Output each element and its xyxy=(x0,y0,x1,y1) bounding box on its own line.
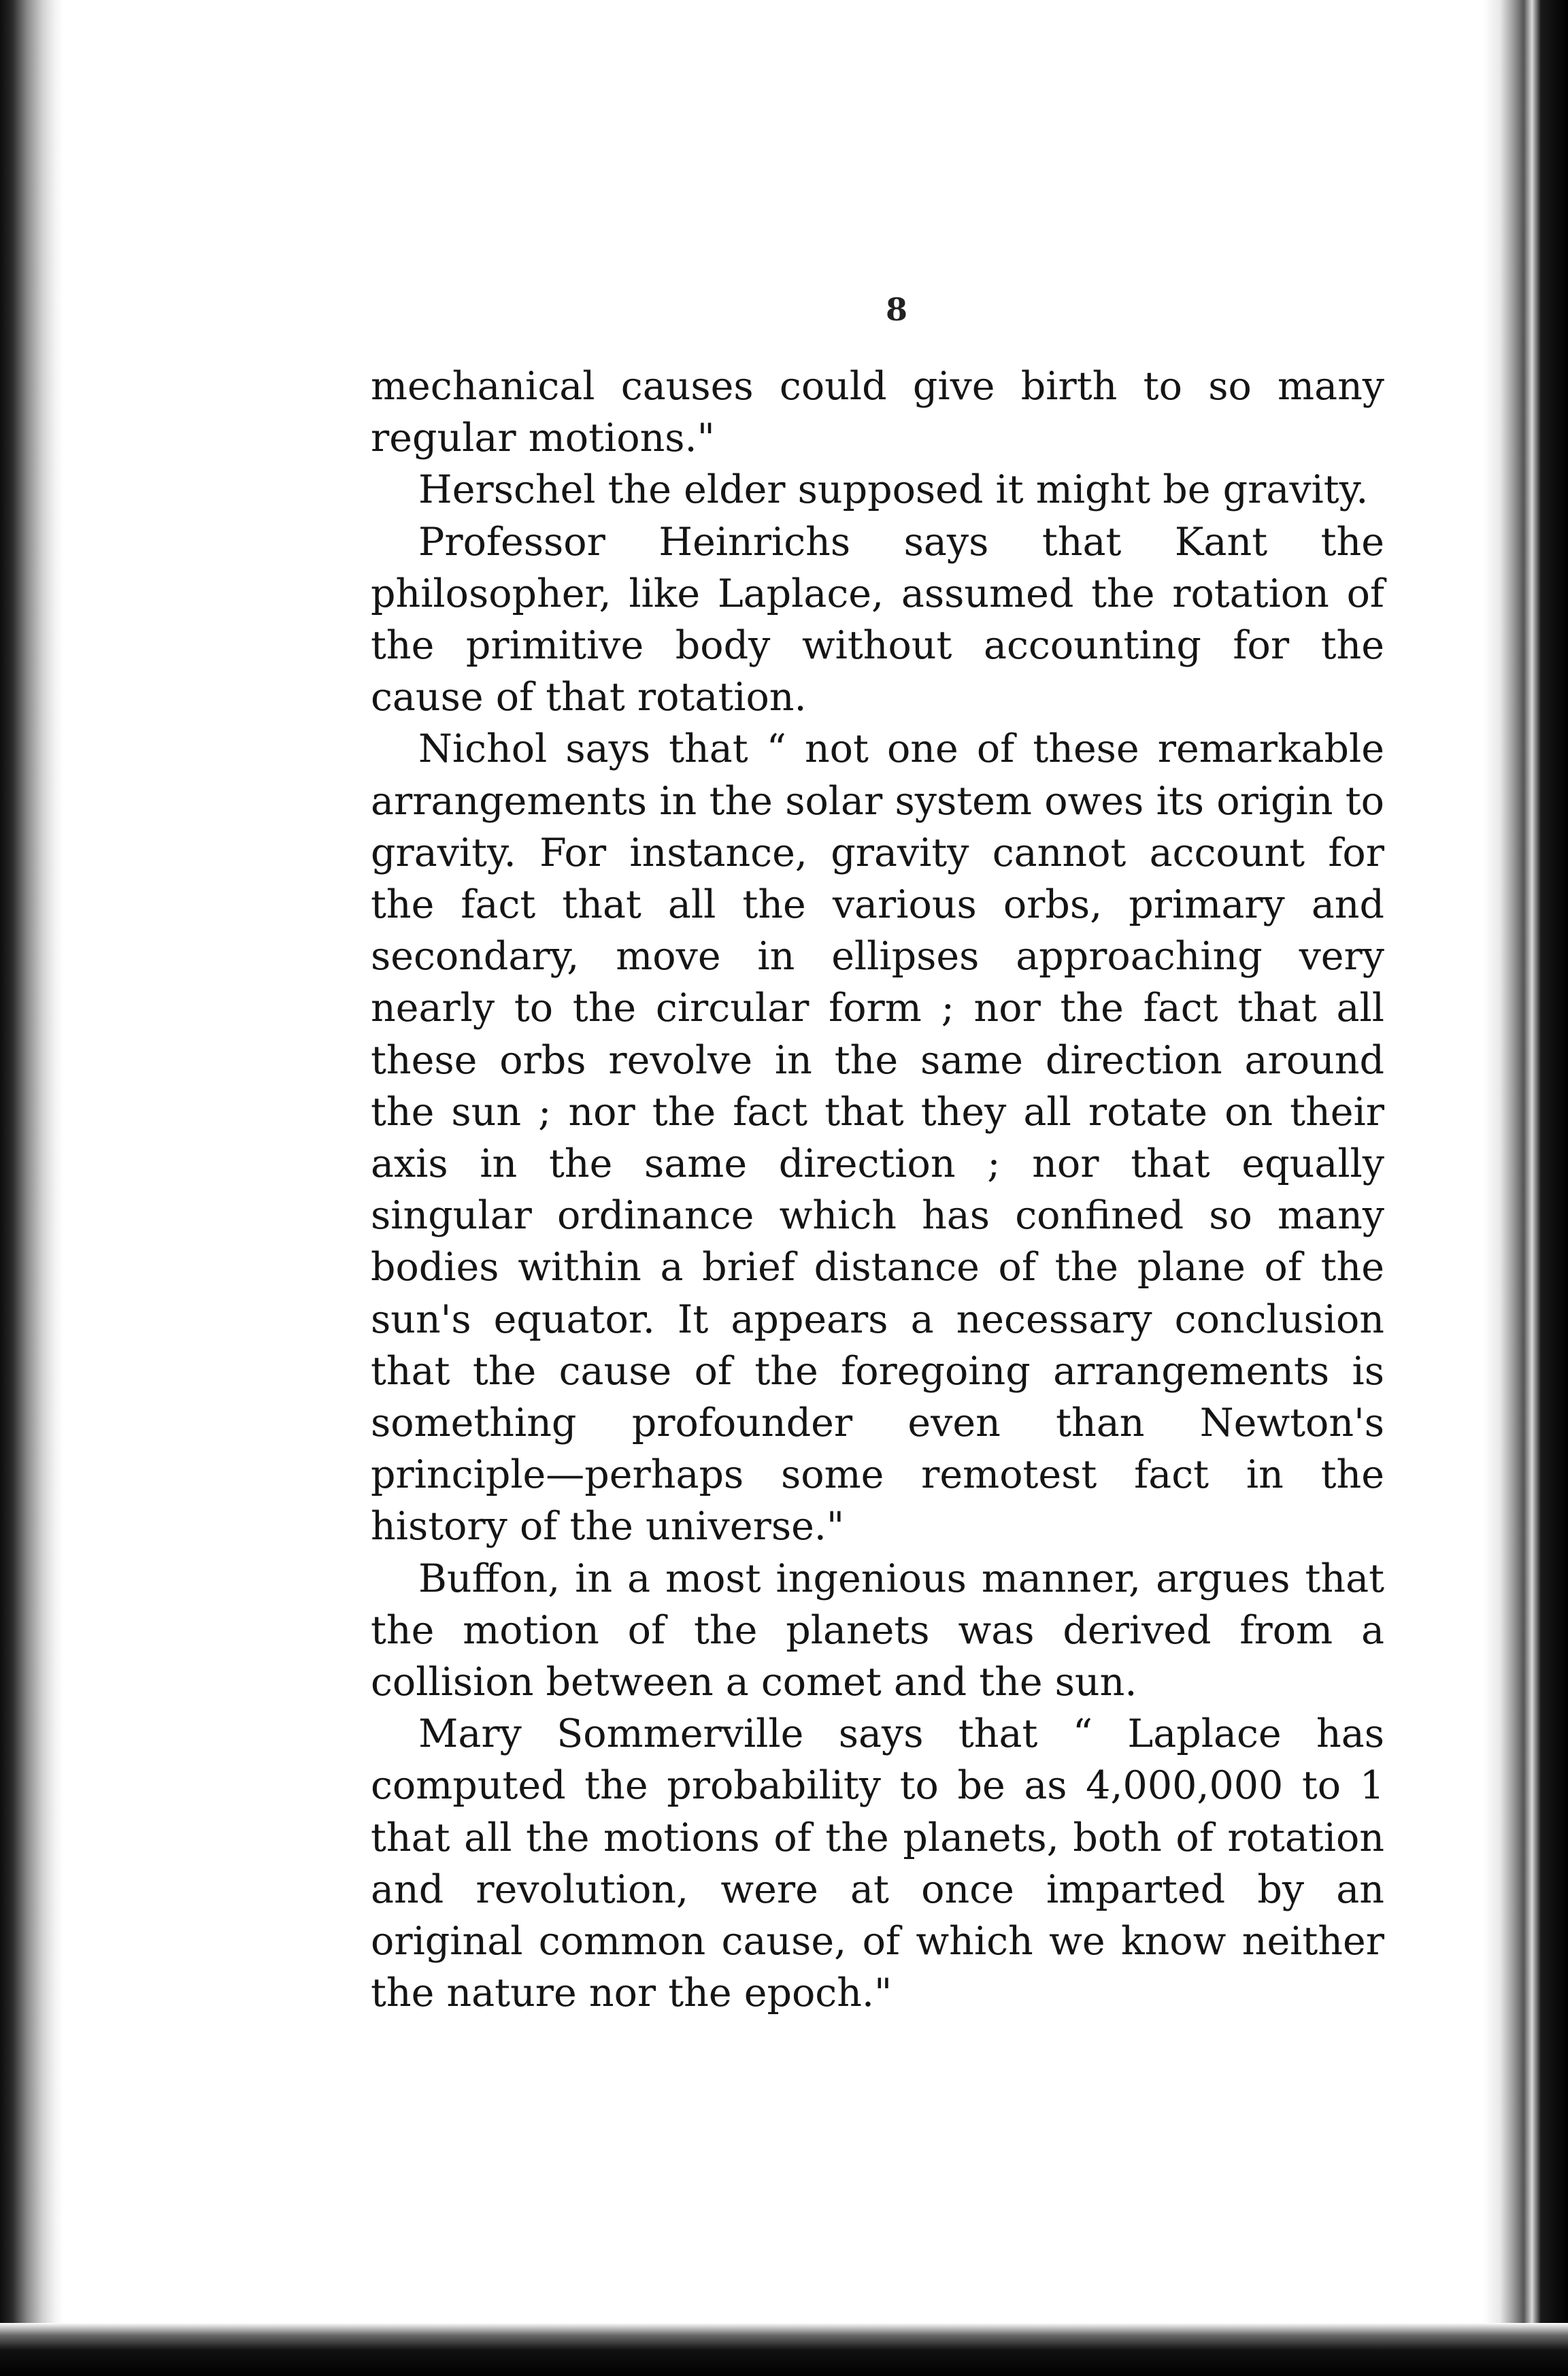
paragraph-1: mechanical causes could give birth to so many regular motions." xyxy=(371,364,1384,461)
page-number: 8 xyxy=(885,291,907,328)
paragraph-2: Herschel the elder supposed it might be gravity. xyxy=(418,467,1369,513)
paragraph-5: Buffon, in a most ingenious manner, argues that the motion of the planets was derived from a collision between a comet and the sun. xyxy=(371,1556,1384,1705)
paragraph-4: Nichol says that “ not one of these remarkable arrangements in the solar system owes its origin to gravity. For instance, gravity cannot account for the fact that all the various orbs, primary and secondary, move in ellipses approaching very nearly to the circular form ; nor the fact that all these orbs revolve in the same direction around the sun ; nor the fact that they all rotate on their axis in the same direction ; nor that equally singular ordinance which has confined so many bodies within a brief distance of the plane of the sun's equator. It appears a necessary conclusion that the cause of the foregoing arrangements is something profounder even than Newton's principle—perhaps some remotest fact in the history of the universe." xyxy=(371,726,1384,1550)
scan-bottom-edge xyxy=(0,2323,1568,2376)
scan-right-edge xyxy=(1483,0,1568,2376)
paragraph-6: Mary Sommerville says that “ Laplace has computed the probability to be as 4,000,000 to 1 that all the motions of the planets, both of rotation and revolution, were at once imparted by an original common cause, of which we know neither the nature nor the epoch." xyxy=(371,1711,1384,2016)
body-text xyxy=(371,361,1384,2020)
scan-left-edge xyxy=(0,0,63,2376)
paragraph-3: Professor Heinrichs says that Kant the philosopher, like Laplace, assumed the rotation of the primitive body without accounting for the cause of that rotation. xyxy=(371,519,1384,720)
